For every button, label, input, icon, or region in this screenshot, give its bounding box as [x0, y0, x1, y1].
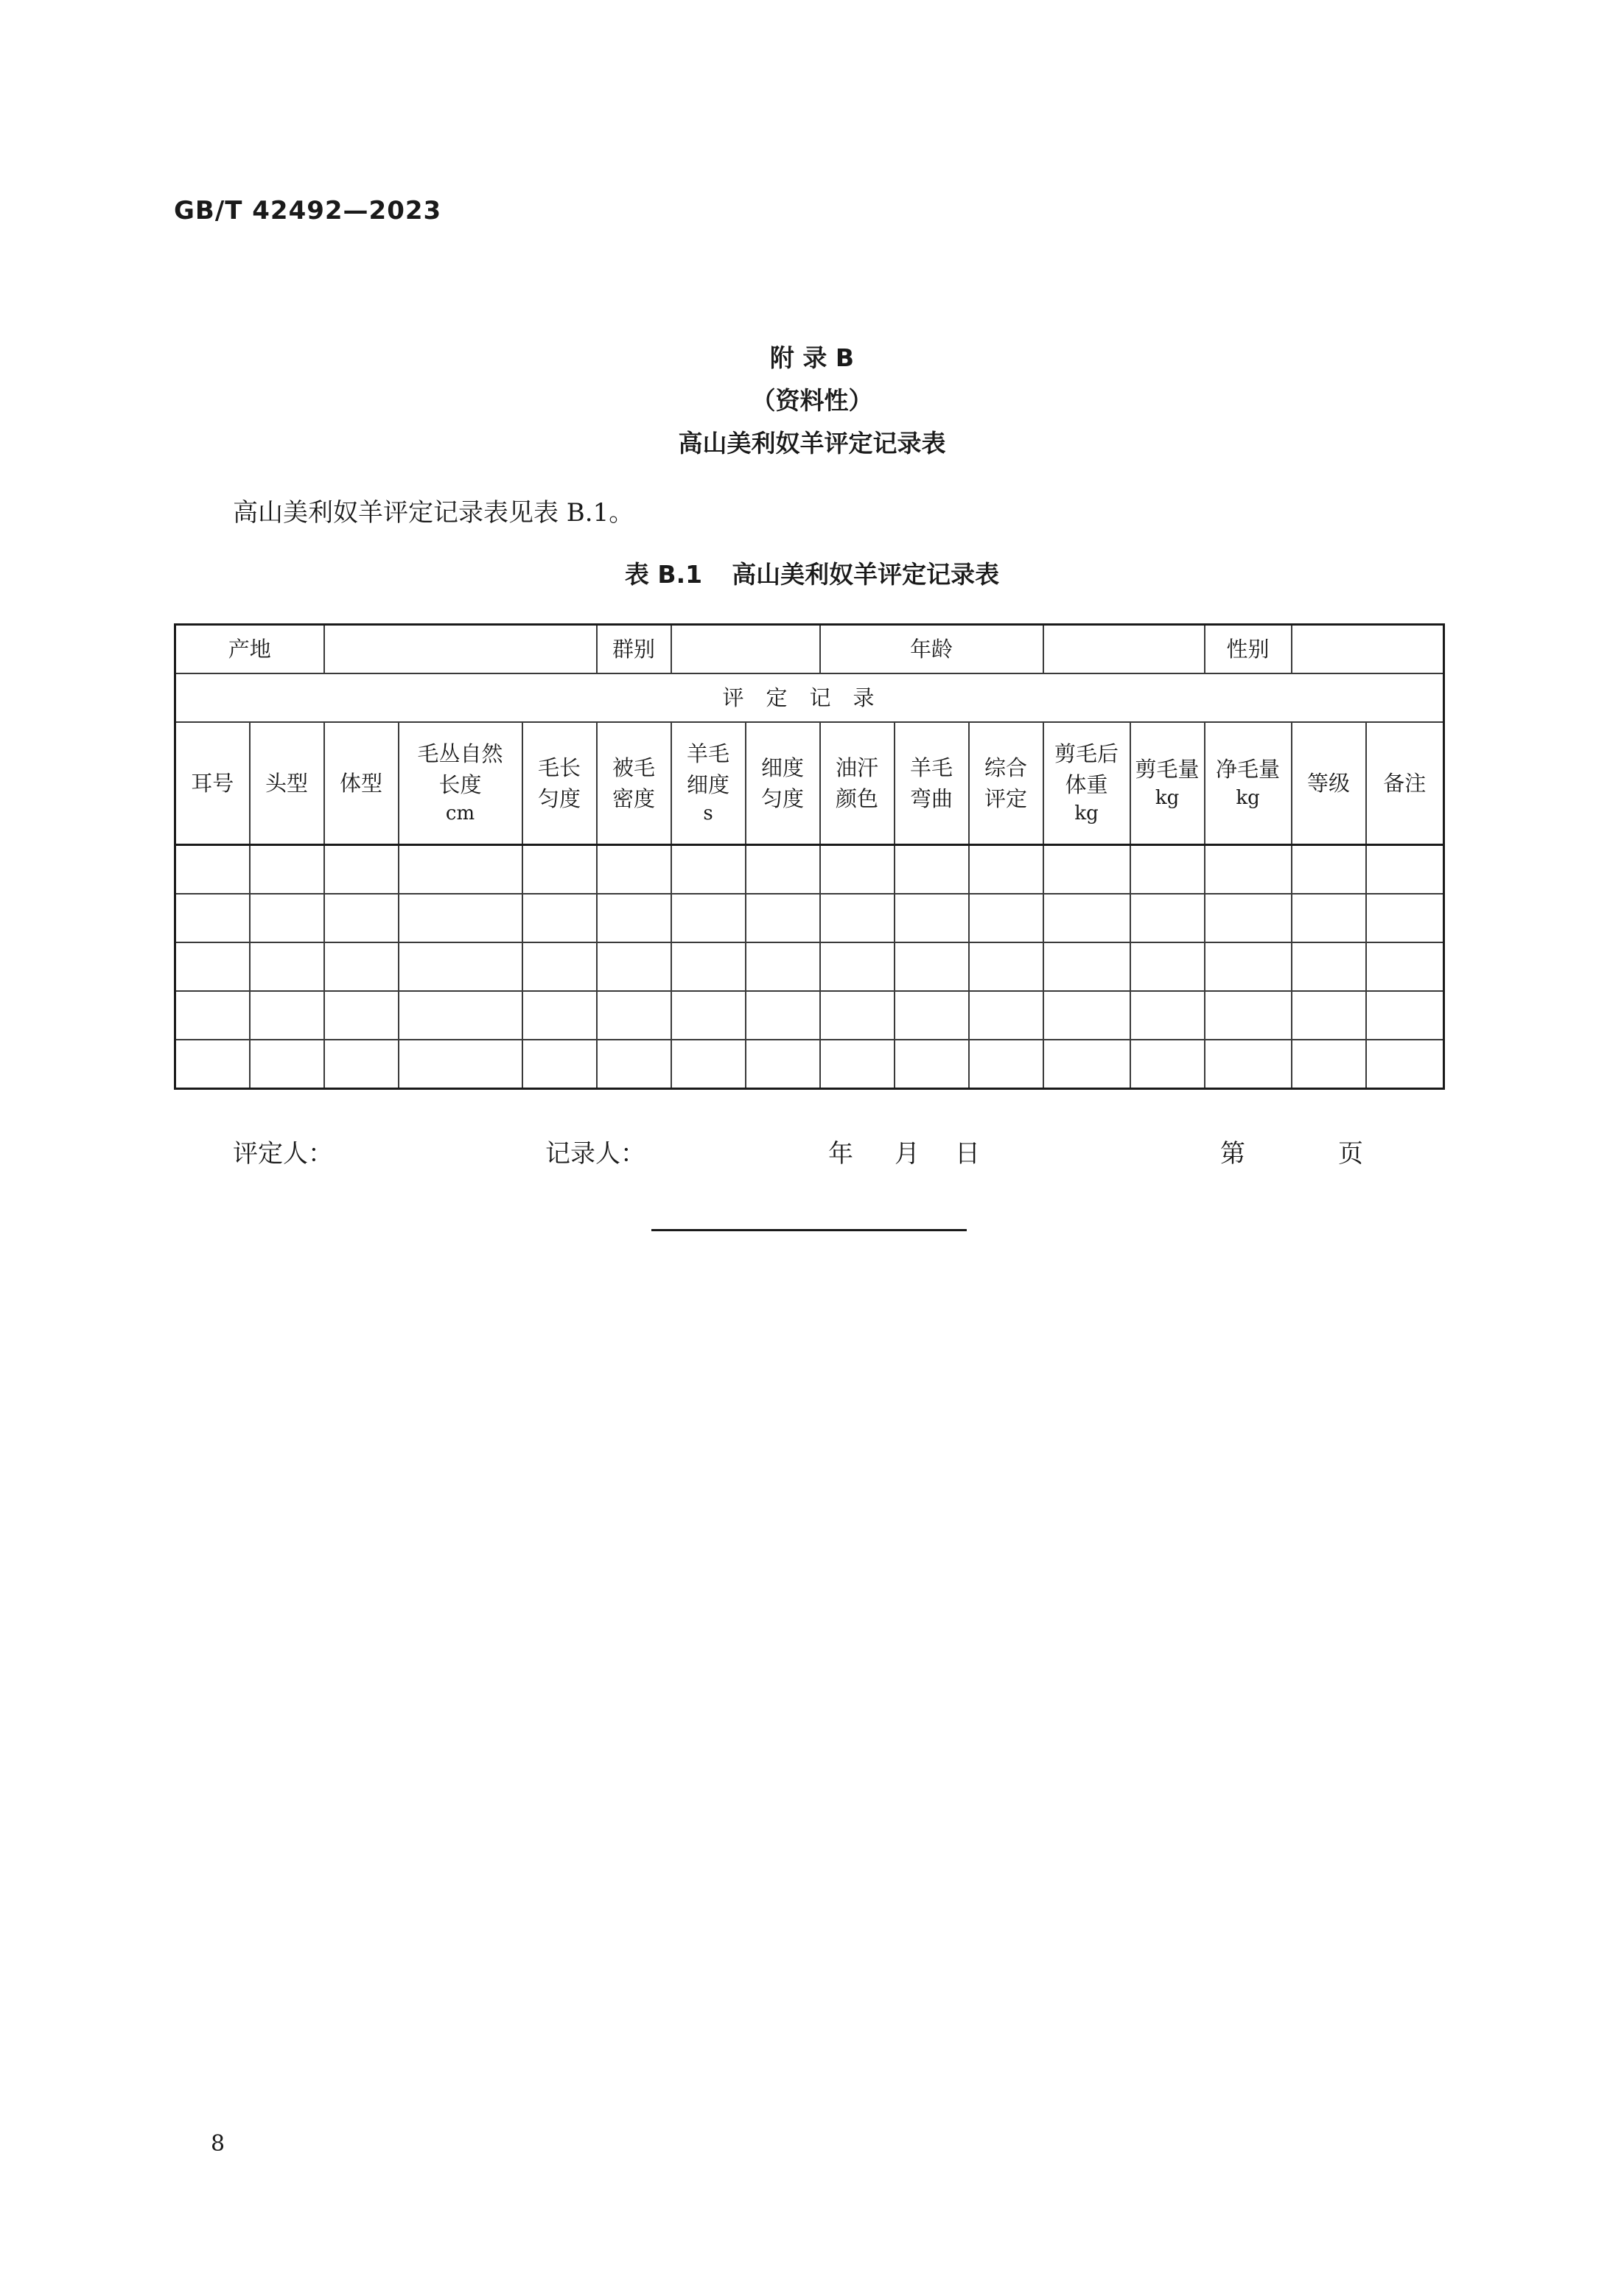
- section-row: [175, 673, 1444, 722]
- table-cell[interactable]: [1292, 1040, 1366, 1089]
- group-label: 群别: [597, 625, 671, 674]
- column-header-line: 备注: [1383, 770, 1427, 796]
- table-cell[interactable]: [250, 894, 324, 942]
- appendix-name: 高山美利奴羊评定记录表: [678, 429, 946, 458]
- table-cell[interactable]: [1366, 894, 1444, 942]
- column-header-line: 剪毛量: [1135, 757, 1200, 783]
- table-cell[interactable]: [1292, 845, 1366, 895]
- table-cell[interactable]: [1130, 942, 1205, 991]
- column-header-line: 弯曲: [910, 786, 953, 811]
- table-cell[interactable]: [1043, 1040, 1130, 1089]
- table-cell[interactable]: [1366, 845, 1444, 895]
- table-cell[interactable]: [820, 1040, 895, 1089]
- table-row: [175, 894, 1444, 942]
- table-cell[interactable]: [969, 942, 1043, 991]
- column-header-line: 头型: [265, 770, 309, 796]
- table-cell[interactable]: [597, 942, 671, 991]
- table-caption-title: 高山美利奴羊评定记录表: [732, 560, 1000, 589]
- table-cell[interactable]: [324, 845, 399, 895]
- age-value-cell[interactable]: [1043, 625, 1205, 674]
- table-cell[interactable]: [820, 894, 895, 942]
- column-header: [522, 722, 597, 845]
- table-cell[interactable]: [250, 845, 324, 895]
- table-cell[interactable]: [671, 1040, 746, 1089]
- table-cell[interactable]: [895, 1040, 969, 1089]
- origin-label: 产地: [175, 625, 324, 674]
- column-header-line: 体重: [1065, 772, 1108, 798]
- table-cell[interactable]: [671, 991, 746, 1040]
- column-header: [746, 722, 820, 845]
- column-header: [399, 722, 522, 845]
- column-header-line: kg: [1074, 802, 1099, 825]
- table-cell[interactable]: [746, 845, 820, 895]
- column-header-line: 评定: [984, 786, 1028, 811]
- column-header-line: 羊毛: [687, 741, 730, 767]
- table-cell[interactable]: [671, 942, 746, 991]
- table-cell[interactable]: [671, 845, 746, 895]
- column-header: [969, 722, 1043, 845]
- table-cell[interactable]: [969, 991, 1043, 1040]
- table-cell[interactable]: [399, 894, 522, 942]
- month-label: 月: [895, 1139, 920, 1169]
- table-cell[interactable]: [746, 991, 820, 1040]
- appendix-title: 附 录 B: [769, 343, 855, 372]
- table-cell[interactable]: [969, 845, 1043, 895]
- table-cell[interactable]: [820, 942, 895, 991]
- group-value-cell[interactable]: [671, 625, 820, 674]
- column-header-line: cm: [445, 802, 475, 825]
- column-header-row: [175, 722, 1444, 845]
- table-cell[interactable]: [820, 845, 895, 895]
- column-header-line: 匀度: [761, 786, 805, 811]
- page-number: 8: [211, 2131, 225, 2157]
- table-row: [175, 845, 1444, 895]
- table-caption-number: 表 B.1: [624, 560, 703, 589]
- table-cell[interactable]: [1292, 894, 1366, 942]
- table-cell[interactable]: [1043, 894, 1130, 942]
- table-cell[interactable]: [746, 894, 820, 942]
- info-row: [175, 625, 1444, 674]
- column-header: [1205, 722, 1292, 845]
- sex-value-cell[interactable]: [1292, 625, 1444, 674]
- table-cell[interactable]: [250, 942, 324, 991]
- table-cell[interactable]: [522, 845, 597, 895]
- column-header: [820, 722, 895, 845]
- table-cell[interactable]: [1130, 845, 1205, 895]
- column-header: [175, 722, 250, 845]
- appendix-nature: （资料性）: [751, 386, 873, 415]
- table-cell[interactable]: [1205, 894, 1292, 942]
- column-header-line: 密度: [612, 786, 656, 811]
- table-cell[interactable]: [1130, 1040, 1205, 1089]
- table-cell[interactable]: [324, 894, 399, 942]
- table-cell[interactable]: [1366, 1040, 1444, 1089]
- table-cell[interactable]: [1292, 991, 1366, 1040]
- table-cell[interactable]: [1130, 894, 1205, 942]
- recorder-label: 记录人：: [545, 1139, 645, 1169]
- evaluator-label: 评定人：: [233, 1139, 333, 1169]
- column-header-line: 等级: [1307, 770, 1351, 796]
- column-header: [671, 722, 746, 845]
- table-cell[interactable]: [324, 991, 399, 1040]
- table-cell[interactable]: [746, 1040, 820, 1089]
- column-header-line: 体型: [340, 770, 383, 796]
- table-cell[interactable]: [895, 991, 969, 1040]
- column-header: [1130, 722, 1205, 845]
- column-header-line: 匀度: [538, 786, 581, 811]
- column-header-line: 毛丛自然: [417, 741, 503, 767]
- table-cell[interactable]: [597, 991, 671, 1040]
- table-cell[interactable]: [969, 894, 1043, 942]
- end-rule: [651, 1229, 967, 1231]
- table-cell[interactable]: [250, 991, 324, 1040]
- table-cell[interactable]: [1043, 991, 1130, 1040]
- table-cell[interactable]: [895, 942, 969, 991]
- sex-label: 性别: [1205, 625, 1292, 674]
- column-header-line: 颜色: [836, 786, 879, 811]
- table-cell[interactable]: [895, 845, 969, 895]
- table-cell[interactable]: [597, 1040, 671, 1089]
- column-header-line: 耳号: [191, 770, 234, 796]
- column-header-line: kg: [1236, 787, 1260, 810]
- standard-id: GB/T 42492—2023: [174, 196, 442, 225]
- day-label: 日: [955, 1139, 980, 1169]
- column-header: [324, 722, 399, 845]
- column-header-line: 油汗: [836, 755, 879, 780]
- table-cell[interactable]: [399, 845, 522, 895]
- column-header: [1292, 722, 1366, 845]
- column-header-line: 细度: [761, 755, 805, 780]
- table-cell[interactable]: [1130, 991, 1205, 1040]
- column-header-line: 羊毛: [910, 755, 953, 780]
- table-cell[interactable]: [522, 894, 597, 942]
- column-header: [895, 722, 969, 845]
- page-suffix-label: 页: [1338, 1139, 1363, 1169]
- table-cell[interactable]: [597, 845, 671, 895]
- table-cell[interactable]: [1205, 942, 1292, 991]
- column-header-line: 毛长: [538, 755, 581, 780]
- table-cell[interactable]: [175, 845, 250, 895]
- table-cell[interactable]: [522, 1040, 597, 1089]
- table-cell[interactable]: [1043, 845, 1130, 895]
- column-header-line: 剪毛后: [1054, 741, 1119, 767]
- table-cell[interactable]: [324, 942, 399, 991]
- table-cell[interactable]: [1205, 991, 1292, 1040]
- table-cell[interactable]: [1366, 991, 1444, 1040]
- table-cell[interactable]: [1043, 942, 1130, 991]
- table-cell[interactable]: [175, 991, 250, 1040]
- table-cell[interactable]: [250, 1040, 324, 1089]
- column-header: [1043, 722, 1130, 845]
- column-header-line: kg: [1155, 787, 1180, 810]
- data-rows: [175, 845, 1444, 1089]
- table-cell[interactable]: [522, 942, 597, 991]
- column-header-line: 长度: [438, 772, 482, 798]
- table-cell[interactable]: [895, 894, 969, 942]
- table-cell[interactable]: [671, 894, 746, 942]
- column-header-line: 细度: [687, 772, 730, 798]
- column-header: [597, 722, 671, 845]
- table-cell[interactable]: [1292, 942, 1366, 991]
- table-cell[interactable]: [399, 1040, 522, 1089]
- table-cell[interactable]: [399, 942, 522, 991]
- table-cell[interactable]: [175, 1040, 250, 1089]
- origin-value-cell[interactable]: [324, 625, 597, 674]
- table-cell[interactable]: [175, 894, 250, 942]
- table-cell[interactable]: [399, 991, 522, 1040]
- table-cell[interactable]: [522, 991, 597, 1040]
- intro-text: 高山美利奴羊评定记录表见表 B.1。: [233, 498, 634, 528]
- table-row: [175, 942, 1444, 991]
- table-cell[interactable]: [597, 894, 671, 942]
- column-header-line: 被毛: [612, 755, 656, 780]
- table-cell[interactable]: [175, 942, 250, 991]
- assessment-record-table: [174, 623, 1445, 1090]
- section-title: 评定记录: [175, 673, 1444, 722]
- table-cell[interactable]: [1205, 1040, 1292, 1089]
- table-cell[interactable]: [746, 942, 820, 991]
- table-cell[interactable]: [1366, 942, 1444, 991]
- page-prefix-label: 第: [1220, 1139, 1245, 1169]
- column-header-line: 综合: [984, 755, 1028, 780]
- column-header: [250, 722, 324, 845]
- table-row: [175, 991, 1444, 1040]
- column-header-line: 净毛量: [1216, 757, 1281, 783]
- column-header-line: s: [703, 802, 713, 825]
- table-row: [175, 1040, 1444, 1089]
- table-cell[interactable]: [969, 1040, 1043, 1089]
- year-label: 年: [828, 1139, 853, 1169]
- age-label: 年龄: [820, 625, 1043, 674]
- table-cell[interactable]: [1205, 845, 1292, 895]
- table-cell[interactable]: [820, 991, 895, 1040]
- table-cell[interactable]: [324, 1040, 399, 1089]
- table-caption: [0, 556, 1624, 590]
- column-header: [1366, 722, 1444, 845]
